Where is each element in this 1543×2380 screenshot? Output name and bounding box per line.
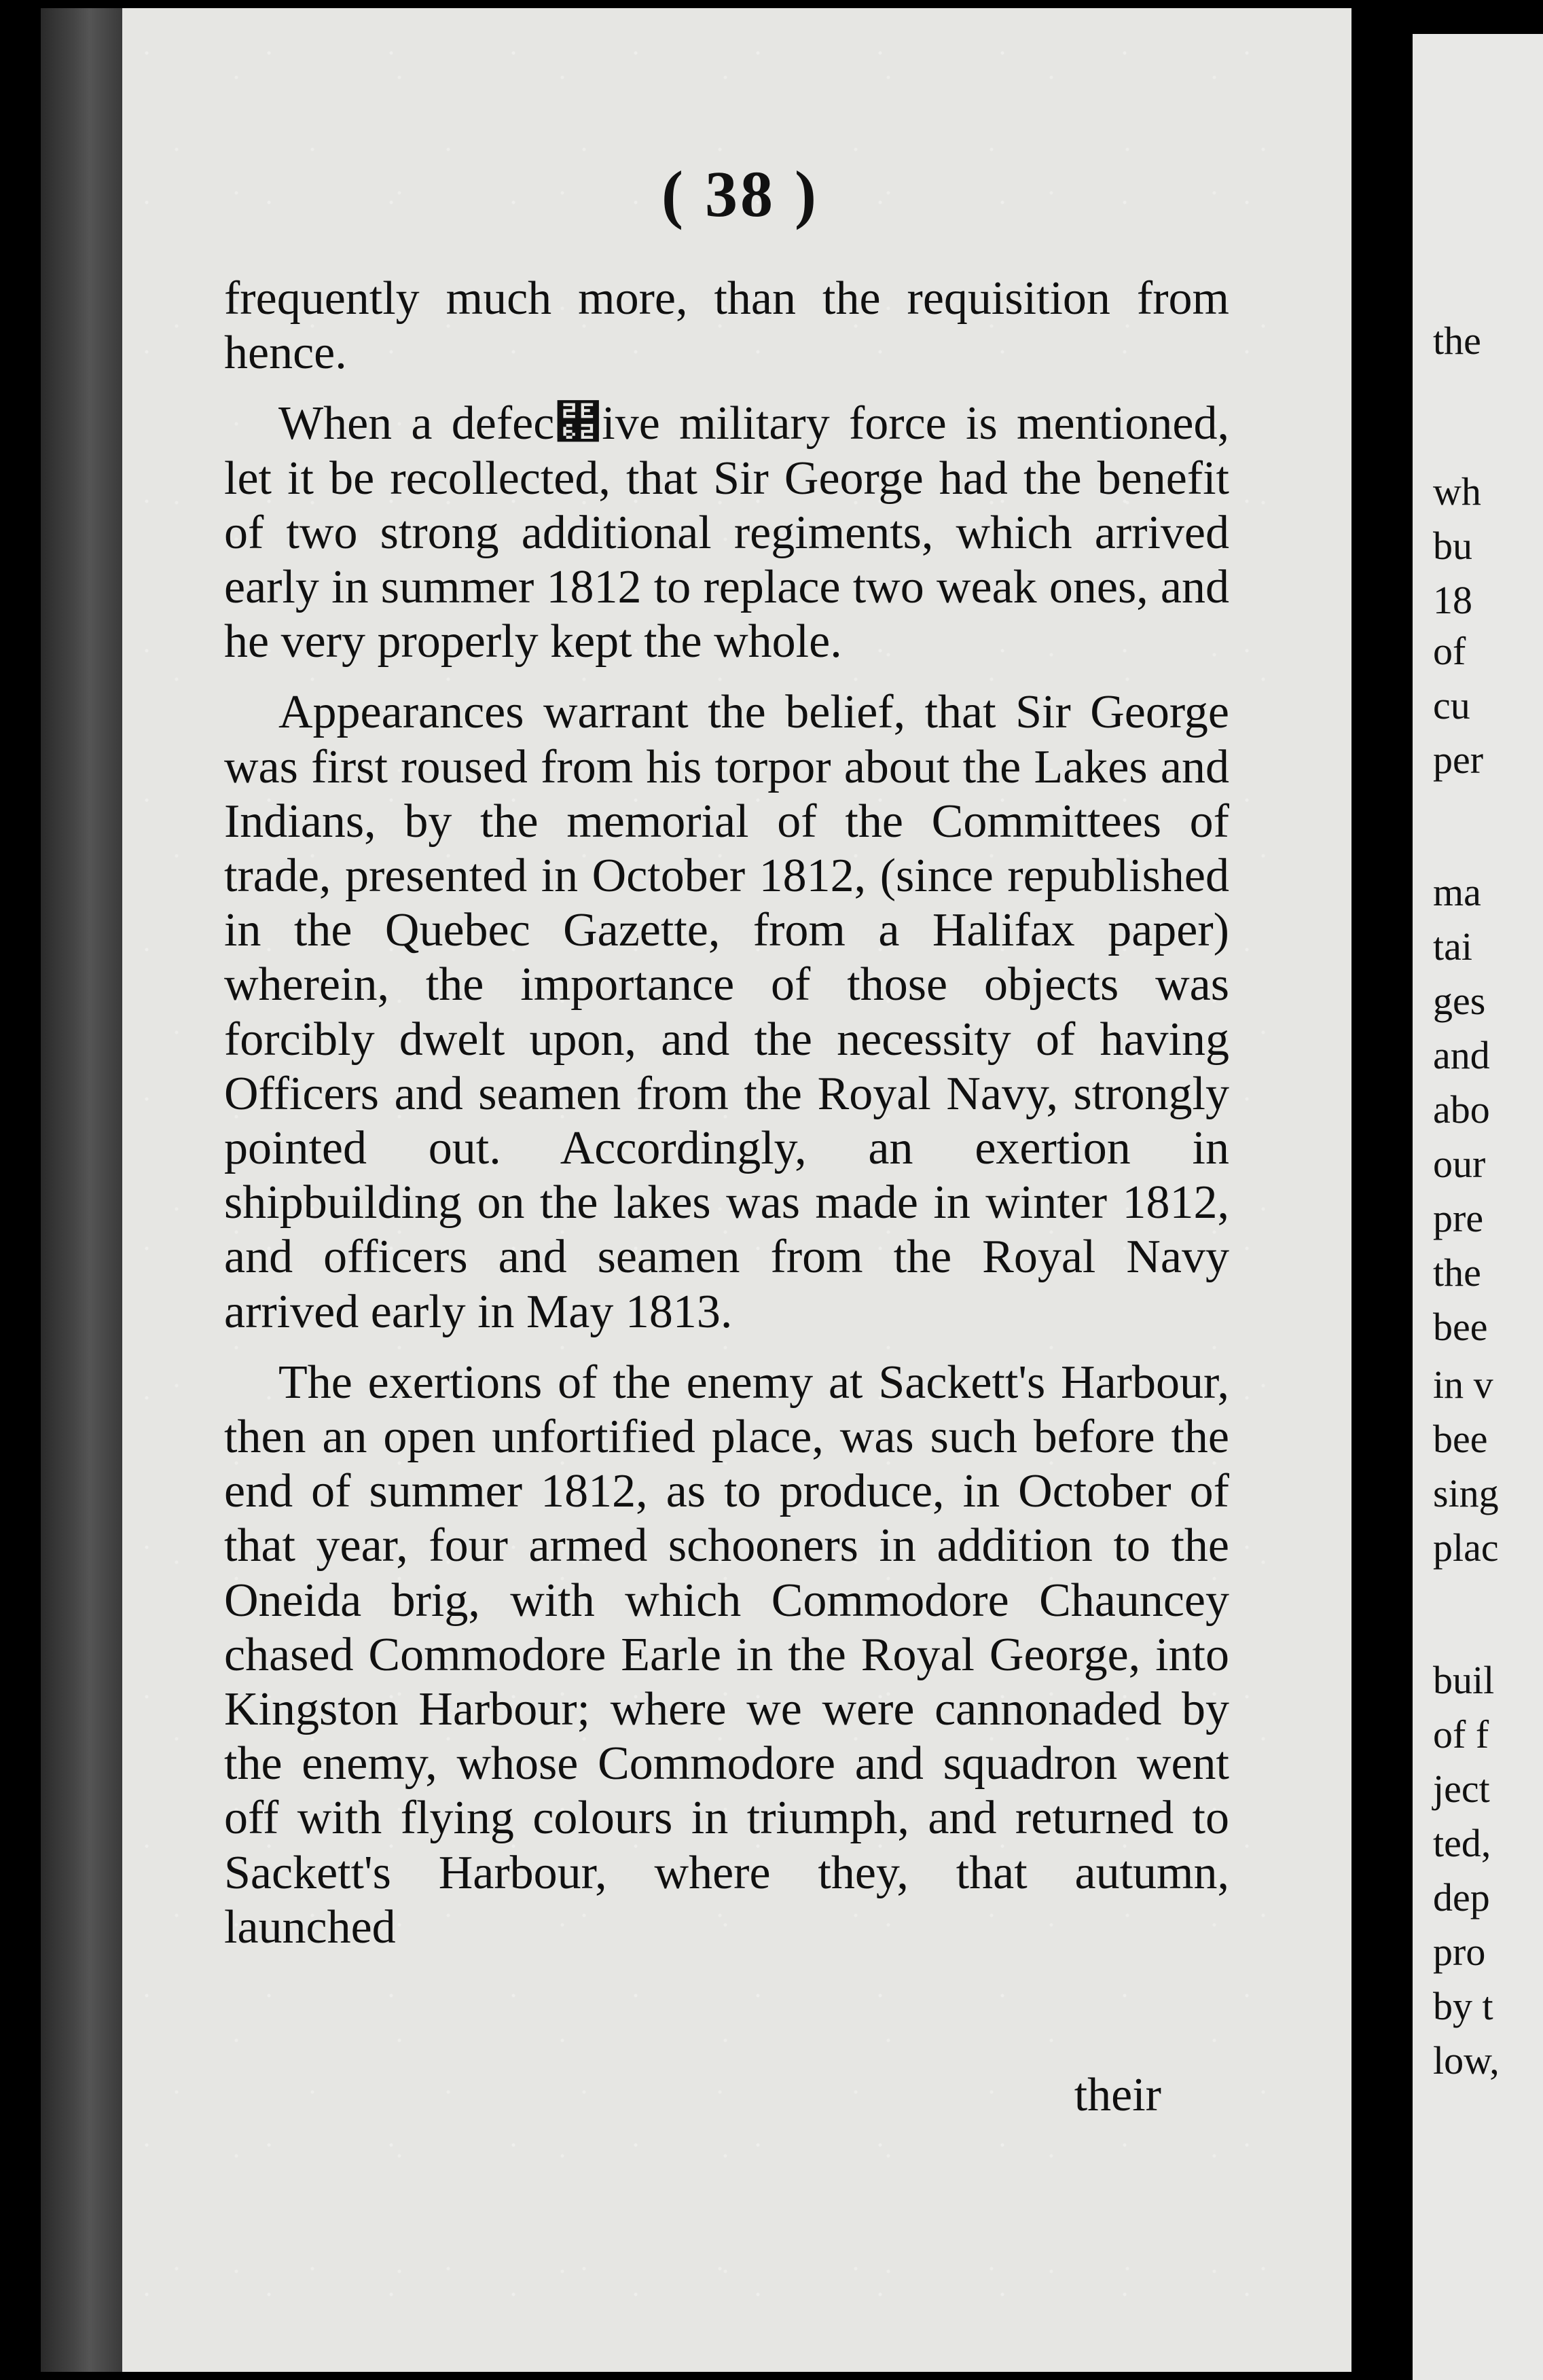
facing-page-fragment: abo (1433, 1087, 1490, 1132)
facing-page-fragment: the (1433, 319, 1481, 363)
facing-page-fragment: by t (1433, 1984, 1493, 2028)
paragraph: Appearances warrant the belief, that Sir George was first roused from his torpor about the Lakes and Indians, by the memorial of the Committees of trade, presented in October 1812, (since republished in the Quebec Gazette, from a Halifax paper) wherein, the importance of those objects was forcibly dwelt upon, and the necessity of having Officers and seamen from the Royal Navy, strongly pointed out. Accordingly, an exertion in shipbuilding on the lakes was made in winter 1812, and officers and seamen from the Royal Navy arrived early in May 1813. (224, 686, 1229, 1338)
paragraph: frequently much more, than the requisition from hence. (224, 272, 1229, 380)
facing-page-fragment: our (1433, 1142, 1486, 1186)
paragraph: The exertions of the enemy at Sackett's Harbour, then an open unfortified place, was such before the end of summer 1812, as to produce, in October of that year, four armed schooners in addition to the Oneida brig, with which Commodore Chauncey chased Commodore Earle in the Royal George, into Kingston Harbour; where we were cannonaded by the enemy, whose Commodore and squadron went off with flying colours in triumph, and returned to Sackett's Harbour, where they, that autumn, launched (224, 1356, 1229, 1953)
facing-page-fragment: of (1433, 629, 1466, 673)
facing-page-fragment: buil (1433, 1658, 1495, 1702)
facing-page-fragment: ma (1433, 870, 1481, 914)
page-gutter (1351, 0, 1413, 2380)
facing-page-fragment: bee (1433, 1417, 1488, 1461)
facing-page-fragment: sing (1433, 1471, 1499, 1515)
facing-page-fragment: in v (1433, 1363, 1493, 1407)
facing-page-fragment: dep (1433, 1875, 1490, 1919)
facing-page-fragment: and (1433, 1033, 1490, 1077)
paragraph: When a defec⹢ive military force is mentioned, let it be recollected, that Sir George had the benefit of two strong additional regiments, which arrived early in summer 1812 to replace two weak ones, and he very properly kept the whole. (224, 397, 1229, 668)
catchword: their (1074, 2069, 1161, 2121)
body-text (224, 272, 1229, 1971)
facing-page-fragment: bee (1433, 1305, 1488, 1349)
facing-page-fragment: of f (1433, 1712, 1489, 1756)
facing-page-fragment: cu (1433, 683, 1470, 727)
facing-page-fragment: ges (1433, 979, 1486, 1023)
page-number: ( 38 ) (661, 158, 819, 230)
facing-page-fragment: per (1433, 738, 1484, 782)
facing-page-fragment: pro (1433, 1930, 1486, 1974)
facing-page-fragment: pre (1433, 1196, 1484, 1240)
facing-page-fragment: ted, (1433, 1821, 1491, 1865)
facing-page-fragment: low, (1433, 2038, 1500, 2082)
facing-page-fragment: ject (1433, 1767, 1490, 1811)
binding-edge (41, 8, 122, 2372)
facing-page-fragment: tai (1433, 924, 1472, 969)
facing-page-fragment: plac (1433, 1526, 1499, 1570)
facing-page-fragment: 18 (1433, 578, 1472, 622)
facing-page-fragment: wh (1433, 469, 1481, 513)
facing-page-fragment: the (1433, 1250, 1481, 1295)
facing-page-fragment: bu (1433, 524, 1472, 568)
